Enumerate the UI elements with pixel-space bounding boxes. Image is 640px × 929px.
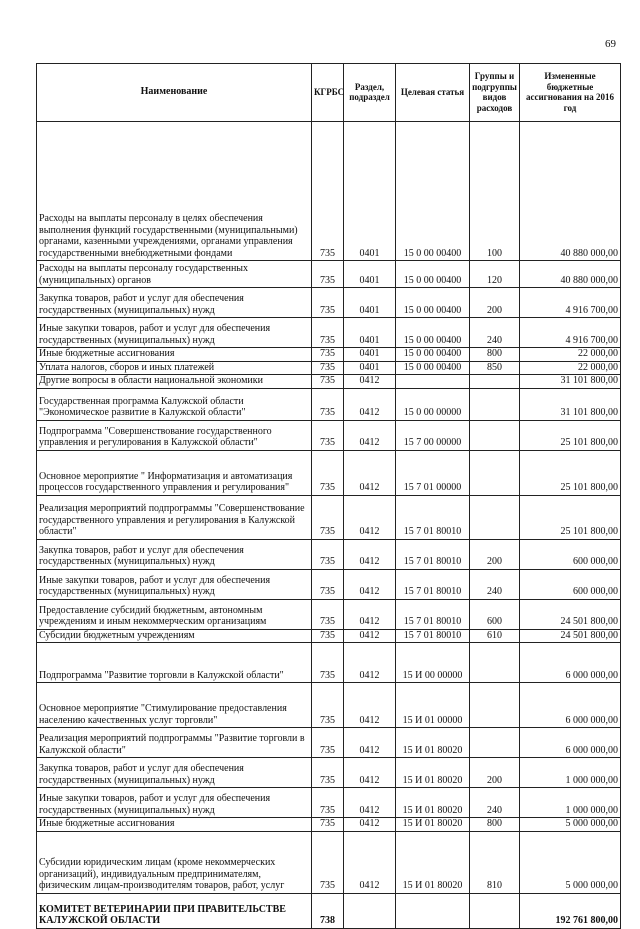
- table-row: [37, 375, 621, 389]
- row-name: Закупка товаров, работ и услуг для обеспечения государственных (муниципальных) нужд: [37, 288, 312, 318]
- row-name: Предоставление субсидий бюджетным, автономным учреждениям и иным некоммерческим организациям: [37, 599, 312, 629]
- table-row: [37, 788, 621, 818]
- row-kgrbs: 738: [312, 893, 344, 928]
- header-name: Наименование: [37, 64, 312, 122]
- row-name: Реализация мероприятий подпрограммы "Развитие торговли в Калужской области": [37, 728, 312, 758]
- row-amount: 22 000,00: [520, 348, 621, 362]
- row-group: [470, 643, 520, 683]
- row-amount: 31 101 800,00: [520, 388, 621, 420]
- table-row: [37, 683, 621, 728]
- row-amount: 4 916 700,00: [520, 288, 621, 318]
- row-target: 15 0 00 00400: [396, 348, 470, 362]
- row-kgrbs: 735: [312, 728, 344, 758]
- row-kgrbs: 735: [312, 450, 344, 495]
- table-row: [37, 728, 621, 758]
- table-row: [37, 629, 621, 643]
- row-group: 240: [470, 318, 520, 348]
- row-name: Иные закупки товаров, работ и услуг для обеспечения государственных (муниципальных) нужд: [37, 318, 312, 348]
- row-target: 15 0 00 00400: [396, 361, 470, 375]
- table-row: [37, 261, 621, 288]
- row-target: 15 7 01 80010: [396, 539, 470, 569]
- row-target: 15 0 00 00000: [396, 388, 470, 420]
- row-section: 0401: [344, 261, 396, 288]
- row-name: Иные бюджетные ассигнования: [37, 348, 312, 362]
- row-amount: 192 761 800,00: [520, 893, 621, 928]
- row-name: Государственная программа Калужской области "Экономическое развитие в Калужской области": [37, 388, 312, 420]
- row-group: 810: [470, 831, 520, 893]
- row-section: 0412: [344, 788, 396, 818]
- row-kgrbs: 735: [312, 818, 344, 832]
- table-row-total: [37, 893, 621, 928]
- row-target: 15 0 00 00400: [396, 288, 470, 318]
- row-group: 200: [470, 288, 520, 318]
- row-section: 0412: [344, 450, 396, 495]
- row-group: [470, 495, 520, 539]
- row-group: 200: [470, 758, 520, 788]
- page-number: 69: [605, 38, 616, 50]
- table-header-row: [37, 64, 621, 122]
- table-row: [37, 818, 621, 832]
- row-target: 15 7 01 80010: [396, 599, 470, 629]
- row-amount: 40 880 000,00: [520, 261, 621, 288]
- row-name: Уплата налогов, сборов и иных платежей: [37, 361, 312, 375]
- row-section: 0401: [344, 361, 396, 375]
- row-name: Субсидии бюджетным учреждениям: [37, 629, 312, 643]
- row-section: 0412: [344, 818, 396, 832]
- row-target: 15 И 00 00000: [396, 643, 470, 683]
- row-section: 0412: [344, 683, 396, 728]
- row-amount: 6 000 000,00: [520, 683, 621, 728]
- row-target: 15 7 01 80010: [396, 495, 470, 539]
- header-groups: Группы и подгруппы видов расходов: [470, 64, 520, 122]
- row-amount: 25 101 800,00: [520, 420, 621, 450]
- row-name: Иные бюджетные ассигнования: [37, 818, 312, 832]
- header-amount: Измененные бюджетные ассигнования на 2016 год: [520, 64, 621, 122]
- row-amount: 600 000,00: [520, 539, 621, 569]
- row-target: 15 И 01 00000: [396, 683, 470, 728]
- row-name: Основное мероприятие "Стимулирование предоставления населению качественных услуг торговли": [37, 683, 312, 728]
- row-target: 15 И 01 80020: [396, 818, 470, 832]
- table-row: [37, 599, 621, 629]
- row-section: 0412: [344, 495, 396, 539]
- row-amount: 5 000 000,00: [520, 831, 621, 893]
- table-row: [37, 569, 621, 599]
- row-amount: 25 101 800,00: [520, 450, 621, 495]
- row-amount: 4 916 700,00: [520, 318, 621, 348]
- row-target: 15 И 01 80020: [396, 831, 470, 893]
- row-amount: 6 000 000,00: [520, 643, 621, 683]
- row-name: Расходы на выплаты персоналу государственных (муниципальных) органов: [37, 261, 312, 288]
- row-group: 100: [470, 122, 520, 261]
- row-name: Подпрограмма "Совершенствование государственного управления и регулирования в Калужской области": [37, 420, 312, 450]
- row-section: 0412: [344, 388, 396, 420]
- table-row: [37, 420, 621, 450]
- row-target: 15 И 01 80020: [396, 788, 470, 818]
- row-group: 800: [470, 818, 520, 832]
- row-target: [396, 893, 470, 928]
- header-section: Раздел, подраздел: [344, 64, 396, 122]
- row-kgrbs: 735: [312, 629, 344, 643]
- row-section: 0412: [344, 758, 396, 788]
- row-name: Другие вопросы в области национальной экономики: [37, 375, 312, 389]
- row-group: [470, 683, 520, 728]
- header-kgrbs: КГРБС: [312, 64, 344, 122]
- budget-table: [36, 63, 621, 929]
- row-amount: 24 501 800,00: [520, 629, 621, 643]
- row-group: [470, 893, 520, 928]
- row-name: Реализация мероприятий подпрограммы "Совершенствование государственного управления и регулирования в Калужской области": [37, 495, 312, 539]
- row-target: 15 0 00 00400: [396, 318, 470, 348]
- table-row: [37, 348, 621, 362]
- table-row: [37, 643, 621, 683]
- row-group: [470, 375, 520, 389]
- table-row: [37, 122, 621, 261]
- row-kgrbs: 735: [312, 539, 344, 569]
- row-group: 240: [470, 788, 520, 818]
- row-target: 15 0 00 00400: [396, 261, 470, 288]
- row-section: 0412: [344, 539, 396, 569]
- table-row: [37, 831, 621, 893]
- row-amount: 25 101 800,00: [520, 495, 621, 539]
- row-section: 0412: [344, 375, 396, 389]
- row-name: Закупка товаров, работ и услуг для обеспечения государственных (муниципальных) нужд: [37, 539, 312, 569]
- row-target: 15 7 01 80010: [396, 569, 470, 599]
- row-section: 0401: [344, 318, 396, 348]
- row-group: [470, 450, 520, 495]
- row-group: 120: [470, 261, 520, 288]
- row-amount: 24 501 800,00: [520, 599, 621, 629]
- row-amount: 600 000,00: [520, 569, 621, 599]
- row-kgrbs: 735: [312, 261, 344, 288]
- row-section: 0412: [344, 728, 396, 758]
- row-group: 200: [470, 539, 520, 569]
- row-section: 0412: [344, 420, 396, 450]
- row-group: [470, 420, 520, 450]
- row-target: 15 7 01 80010: [396, 629, 470, 643]
- row-kgrbs: 735: [312, 361, 344, 375]
- row-kgrbs: 735: [312, 122, 344, 261]
- row-target: 15 И 01 80020: [396, 758, 470, 788]
- table-row: [37, 318, 621, 348]
- row-kgrbs: 735: [312, 788, 344, 818]
- row-kgrbs: 735: [312, 420, 344, 450]
- row-name: Иные закупки товаров, работ и услуг для обеспечения государственных (муниципальных) нужд: [37, 569, 312, 599]
- table-row: [37, 758, 621, 788]
- row-kgrbs: 735: [312, 495, 344, 539]
- row-group: 610: [470, 629, 520, 643]
- row-name: Подпрограмма "Развитие торговли в Калужской области": [37, 643, 312, 683]
- row-kgrbs: 735: [312, 758, 344, 788]
- row-group: 800: [470, 348, 520, 362]
- row-group: 850: [470, 361, 520, 375]
- row-section: 0412: [344, 569, 396, 599]
- row-kgrbs: 735: [312, 569, 344, 599]
- row-section: 0401: [344, 348, 396, 362]
- row-section: 0412: [344, 599, 396, 629]
- row-group: 240: [470, 569, 520, 599]
- row-amount: 31 101 800,00: [520, 375, 621, 389]
- row-group: 600: [470, 599, 520, 629]
- row-name: КОМИТЕТ ВЕТЕРИНАРИИ ПРИ ПРАВИТЕЛЬСТВЕ КАЛУЖСКОЙ ОБЛАСТИ: [37, 893, 312, 928]
- row-kgrbs: 735: [312, 318, 344, 348]
- row-target: 15 И 01 80020: [396, 728, 470, 758]
- row-kgrbs: 735: [312, 683, 344, 728]
- table-row: [37, 388, 621, 420]
- table-row: [37, 288, 621, 318]
- row-kgrbs: 735: [312, 388, 344, 420]
- row-kgrbs: 735: [312, 643, 344, 683]
- row-name: Иные закупки товаров, работ и услуг для обеспечения государственных (муниципальных) нужд: [37, 788, 312, 818]
- row-target: 15 7 00 00000: [396, 420, 470, 450]
- row-amount: 1 000 000,00: [520, 788, 621, 818]
- row-section: 0412: [344, 643, 396, 683]
- header-target: Целевая статья: [396, 64, 470, 122]
- row-target: 15 0 00 00400: [396, 122, 470, 261]
- table-row: [37, 361, 621, 375]
- row-amount: 1 000 000,00: [520, 758, 621, 788]
- row-kgrbs: 735: [312, 599, 344, 629]
- row-group: [470, 388, 520, 420]
- row-amount: 5 000 000,00: [520, 818, 621, 832]
- row-section: 0401: [344, 288, 396, 318]
- row-amount: 22 000,00: [520, 361, 621, 375]
- row-amount: 6 000 000,00: [520, 728, 621, 758]
- row-kgrbs: 735: [312, 831, 344, 893]
- row-name: Основное мероприятие " Информатизация и автоматизация процессов государственного управления и регулирования": [37, 450, 312, 495]
- row-group: [470, 728, 520, 758]
- row-name: Закупка товаров, работ и услуг для обеспечения государственных (муниципальных) нужд: [37, 758, 312, 788]
- row-name: Субсидии юридическим лицам (кроме некоммерческих организаций), индивидуальным предпринимателям, физическим лицам-производителям товаров, работ, услуг: [37, 831, 312, 893]
- row-kgrbs: 735: [312, 348, 344, 362]
- table-row: [37, 450, 621, 495]
- row-name: Расходы на выплаты персоналу в целях обеспечения выполнения функций государственными (муниципальными) органами, казенными учреждениями, органами управления государственными внебюджетными фондами: [37, 122, 312, 261]
- table-row: [37, 539, 621, 569]
- row-kgrbs: 735: [312, 375, 344, 389]
- row-section: 0412: [344, 629, 396, 643]
- row-target: 15 7 01 00000: [396, 450, 470, 495]
- table-row: [37, 495, 621, 539]
- row-section: [344, 893, 396, 928]
- row-kgrbs: 735: [312, 288, 344, 318]
- row-amount: 40 880 000,00: [520, 122, 621, 261]
- row-section: 0412: [344, 831, 396, 893]
- row-section: 0401: [344, 122, 396, 261]
- row-target: [396, 375, 470, 389]
